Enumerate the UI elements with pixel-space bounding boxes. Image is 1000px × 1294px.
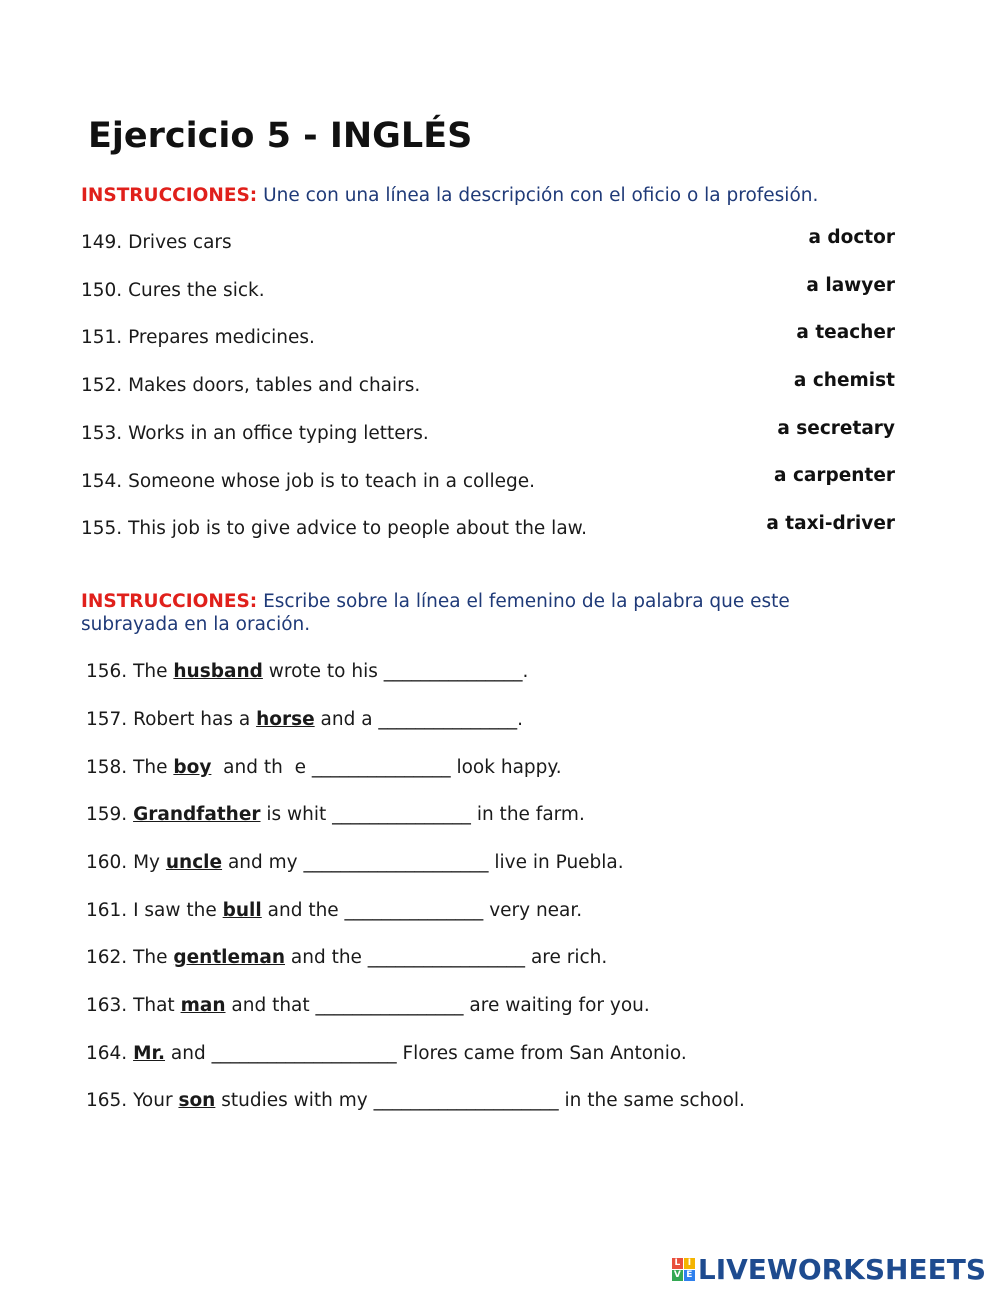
description-item[interactable]: 155. This job is to give advice to people about the law. <box>81 518 587 539</box>
sentence-blank[interactable]: is whit _______________ in the farm. <box>260 804 585 825</box>
sentence-item <box>86 1090 745 1111</box>
sentence-start: 158. The <box>86 757 174 778</box>
underlined-word: husband <box>173 661 263 682</box>
sentence-item <box>86 900 582 921</box>
underlined-word: horse <box>256 709 315 730</box>
sentence-item <box>86 995 650 1016</box>
sentence-blank[interactable]: and th e _______________ look happy. <box>211 757 562 778</box>
underlined-word: man <box>180 995 226 1016</box>
instructions-match <box>81 184 881 207</box>
sentence-start: 157. Robert has a <box>86 709 257 730</box>
underlined-word: son <box>178 1090 216 1111</box>
profession-option[interactable]: a lawyer <box>806 275 895 296</box>
logo-mark-icon <box>672 1258 695 1281</box>
underlined-word: gentleman <box>173 947 285 968</box>
sentence-start: 160. My <box>86 852 166 873</box>
sentence-item <box>86 661 528 682</box>
sentence-start: 159. <box>86 804 134 825</box>
description-item[interactable]: 150. Cures the sick. <box>81 280 265 301</box>
sentence-blank[interactable]: and the _______________ very near. <box>261 900 583 921</box>
sentence-blank[interactable]: studies with my ____________________ in the same school. <box>215 1090 745 1111</box>
sentence-blank[interactable]: and that ________________ are waiting for you. <box>225 995 650 1016</box>
logo-mark-e: E <box>684 1270 695 1281</box>
instructions-text: Une con una línea la descripción con el oficio o la profesión. <box>257 185 819 206</box>
profession-option[interactable]: a doctor <box>808 227 895 248</box>
logo-mark-i: I <box>684 1258 695 1269</box>
sentence-blank[interactable]: and my ____________________ live in Puebla. <box>222 852 624 873</box>
description-item[interactable]: 154. Someone whose job is to teach in a college. <box>81 471 535 492</box>
logo-mark-l: L <box>672 1258 683 1269</box>
description-item[interactable]: 151. Prepares medicines. <box>81 327 315 348</box>
profession-option[interactable]: a chemist <box>793 370 895 391</box>
instructions-text: Escribe sobre la línea el femenino de la palabra que este subrayada en la oración. <box>81 591 790 635</box>
sentence-item <box>86 757 562 778</box>
description-item[interactable]: 153. Works in an office typing letters. <box>81 423 429 444</box>
sentence-start: 164. <box>86 1043 134 1064</box>
instructions-feminine <box>81 590 881 636</box>
underlined-word: Mr. <box>133 1043 166 1064</box>
sentence-item <box>86 947 607 968</box>
sentence-blank[interactable]: and a _______________. <box>314 709 524 730</box>
sentence-item <box>86 1043 687 1064</box>
liveworksheets-logo <box>672 1252 986 1286</box>
sentence-blank[interactable]: wrote to his _______________. <box>262 661 529 682</box>
profession-option[interactable]: a secretary <box>777 418 895 439</box>
instructions-label: INSTRUCCIONES: <box>81 185 258 206</box>
underlined-word: bull <box>222 900 262 921</box>
profession-option[interactable]: a taxi-driver <box>766 513 895 534</box>
sentence-item <box>86 804 585 825</box>
underlined-word: boy <box>173 757 212 778</box>
sentence-start: 156. The <box>86 661 174 682</box>
sentence-start: 161. I saw the <box>86 900 223 921</box>
description-item[interactable]: 152. Makes doors, tables and chairs. <box>81 375 421 396</box>
underlined-word: Grandfather <box>133 804 261 825</box>
logo-mark-v: V <box>672 1270 683 1281</box>
profession-option[interactable]: a carpenter <box>774 465 895 486</box>
sentence-blank[interactable]: and the _________________ are rich. <box>285 947 608 968</box>
underlined-word: uncle <box>165 852 223 873</box>
logo-text: LIVEWORKSHEETS <box>697 1252 986 1286</box>
sentence-start: 162. The <box>86 947 174 968</box>
sentence-start: 163. That <box>86 995 181 1016</box>
sentence-item <box>86 709 523 730</box>
page-title: Ejercicio 5 - INGLÉS <box>88 116 473 156</box>
sentence-item <box>86 852 624 873</box>
sentence-blank[interactable]: and ____________________ Flores came from San Antonio. <box>165 1043 687 1064</box>
sentence-start: 165. Your <box>86 1090 179 1111</box>
instructions-label: INSTRUCCIONES: <box>81 591 258 612</box>
profession-option[interactable]: a teacher <box>796 322 895 343</box>
description-item[interactable]: 149. Drives cars <box>81 232 232 253</box>
